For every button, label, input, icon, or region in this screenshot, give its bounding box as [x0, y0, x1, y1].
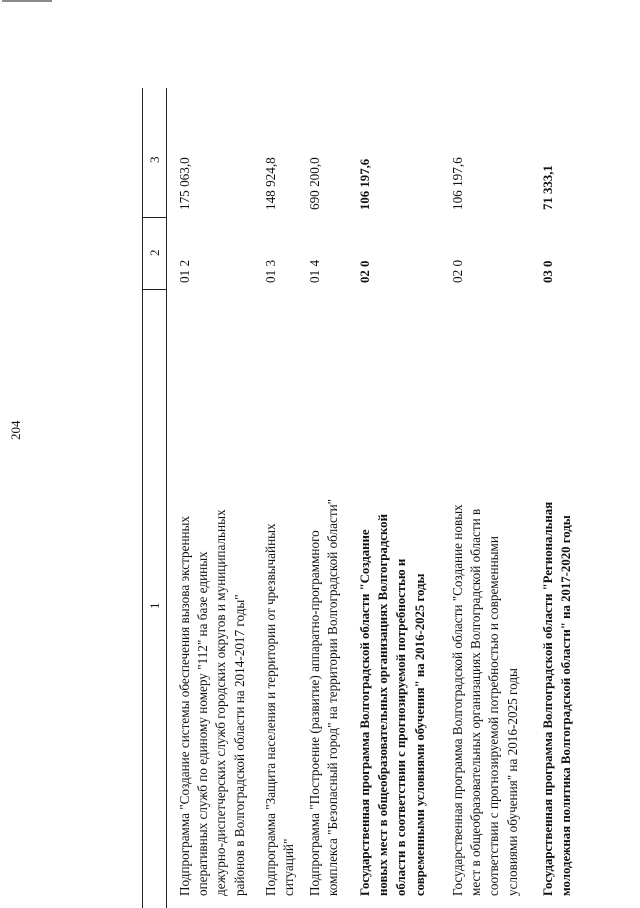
scan-corner-mark — [2, 0, 52, 2]
row-code: 01 2 — [177, 259, 192, 283]
column-divider-1 — [142, 289, 166, 290]
row-value: 106 197,6 — [358, 158, 372, 210]
row-value: 71 333,1 — [541, 165, 555, 210]
row-name: Государственная программа Волгоградской области "Создание новых мест в общеобразовательных организациях Волгоградской области в соответствии с прогнозируемой потребностью и современными условиями обучения" на 2016-2025 годы — [450, 504, 520, 896]
row-name: Государственная программа Волгоградской области "Региональная молодежная политика Волгоградской области" на 2017-2020 годы — [541, 501, 574, 896]
rotated-table — [60, 88, 590, 908]
row-code: 02 0 — [450, 259, 465, 283]
row-value: 148 924,8 — [263, 157, 278, 210]
row-name: Подпрограмма "Построение (развитие) аппаратно-программного комплекса "Безопасный город" на территории Волгоградской области" — [307, 498, 341, 896]
table-top-border — [142, 88, 143, 908]
row-name: Государственная программа Волгоградской области "Создание новых мест в общеобразовательных организациях Волгоградской области в соответствии с прогнозируемой потребностью и современными условиями обучения" на 2016-2025 годы — [358, 514, 427, 896]
column-header-1: 1 — [147, 602, 162, 609]
row-code: 01 4 — [307, 259, 322, 283]
column-divider-2 — [142, 217, 166, 218]
row-code: 03 0 — [541, 260, 555, 283]
row-name: Подпрограмма "Защита населения и территории от чрезвычайных ситуаций" — [263, 523, 297, 896]
row-value: 690 200,0 — [307, 157, 322, 210]
row-code: 02 0 — [358, 260, 372, 283]
row-value: 175 063,0 — [177, 157, 192, 210]
column-header-3: 3 — [147, 156, 162, 163]
column-header-2: 2 — [147, 249, 162, 256]
row-code: 01 3 — [263, 259, 278, 283]
row-name: Подпрограмма "Создание системы обеспечения вызова экстренных оперативных служб по единому номеру "112" на базе единых дежурно-диспетчерских служб городских округов и муниципальных районов в Волгоградской области на 2014-2017 годы" — [177, 509, 247, 896]
header-bottom-border — [166, 88, 167, 908]
row-value: 106 197,6 — [450, 157, 465, 210]
page-number: 204 — [8, 420, 23, 440]
